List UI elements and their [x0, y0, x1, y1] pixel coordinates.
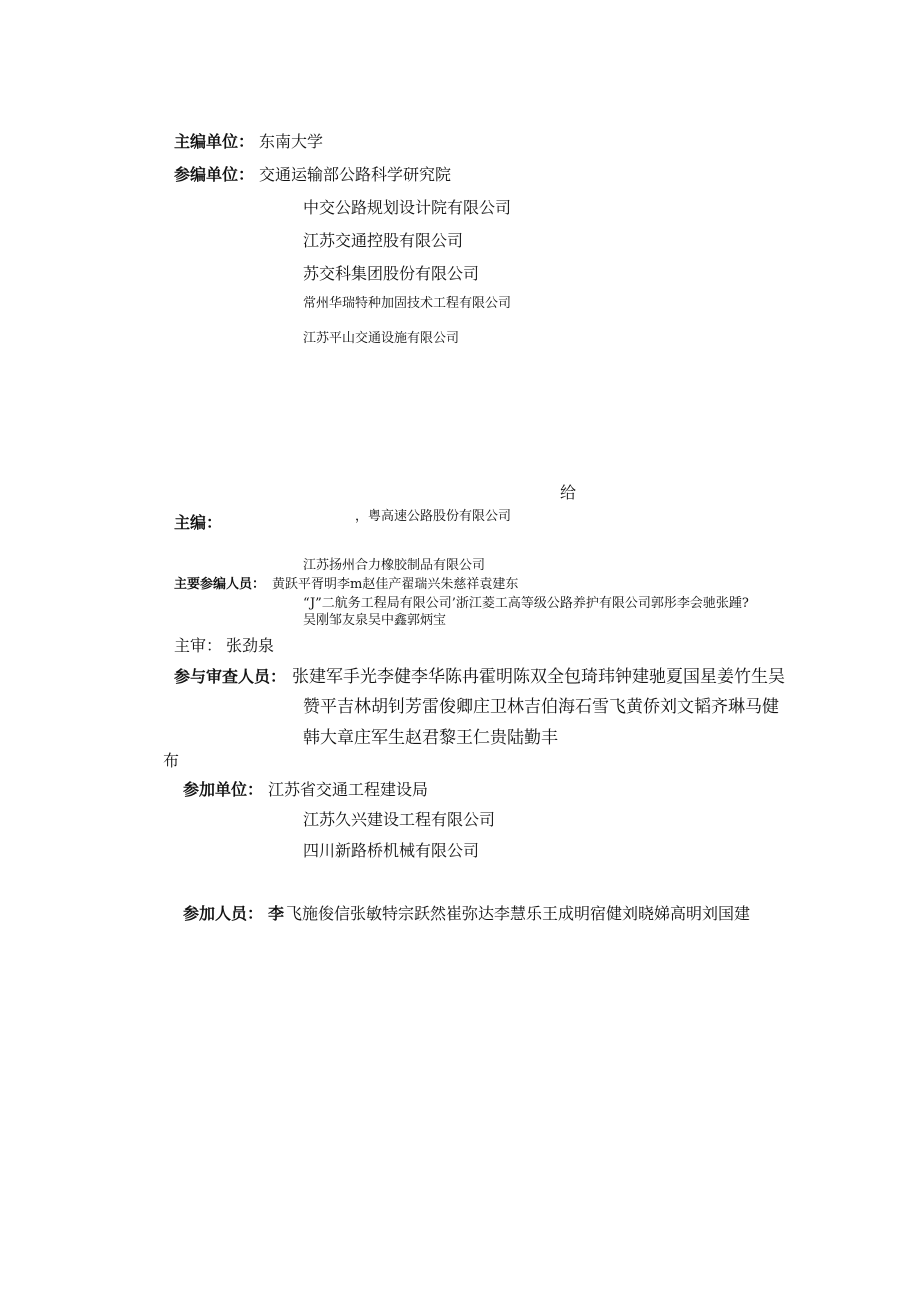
participating-units-label: 参加单位： [183, 780, 264, 799]
participants-first-char: 李 [268, 904, 285, 923]
participants-names: 飞施俊信张敏特宗跃然崔弥达李慧乐王成明宿健刘晓娣高明刘国建 [286, 904, 751, 923]
co-unit-item: 中交公路规划设计院有限公司 [303, 198, 512, 217]
participating-unit-item: 四川新路桥机械有限公司 [303, 841, 480, 860]
participating-unit-item: 江苏久兴建设工程有限公司 [303, 810, 496, 829]
editor-label: 主编： [174, 513, 223, 532]
editor-org: ，粤高速公路股份有限公司 [355, 509, 512, 524]
main-contributors-label: 主要参编人员： [174, 577, 266, 592]
chief-unit-value: 东南大学 [259, 132, 324, 151]
chief-unit-label: 主编单位： [174, 132, 255, 151]
chief-reviewer-value: 张劲泉 [226, 636, 275, 655]
reviewers-line: 张建军手光李健李华陈冉霍明陈双全包琦玮钟建驰夏国星姜竹生吴 [292, 667, 785, 687]
stray-character: 给 [560, 483, 577, 502]
main-contributors-line: 吴刚邹友泉吴中鑫郭炳宝 [303, 613, 447, 628]
co-units-label: 参编单位： [174, 165, 255, 184]
co-unit-item: 交通运输部公路科学研究院 [259, 165, 452, 184]
reviewers-line: 韩大章庄军生赵君黎王仁贵陆勤丰 [303, 728, 558, 748]
reviewers-label: 参与审查人员： [174, 667, 287, 686]
co-unit-item: 苏交科集团股份有限公司 [303, 264, 480, 283]
co-unit-item: 江苏平山交通设施有限公司 [303, 331, 460, 346]
yangzhou-org: 江苏扬州合力橡胶制品有限公司 [303, 558, 486, 573]
reviewers-line: 赞平吉林胡钊芳雷俊卿庄卫林吉伯海石雪飞黄侨刘文韬齐琳马健 [303, 697, 779, 717]
participants-label: 参加人员： [183, 904, 264, 923]
chief-reviewer-label: 主审： [174, 636, 223, 655]
participating-unit-item: 江苏省交通工程建设局 [268, 780, 429, 799]
co-unit-item: 江苏交通控股有限公司 [303, 231, 464, 250]
stray-character: 布 [163, 751, 180, 770]
main-contributors-line: “J”二航务工程局有限公司’浙江菱工高等级公路养护有限公司郭彤李会驰张踵? [303, 596, 749, 611]
co-unit-item: 常州华瑞特种加固技术工程有限公司 [303, 296, 512, 311]
main-contributors-line: 黄跃平胥明李m赵佳产翟瑞兴朱慈祥袁建东 [272, 577, 519, 592]
